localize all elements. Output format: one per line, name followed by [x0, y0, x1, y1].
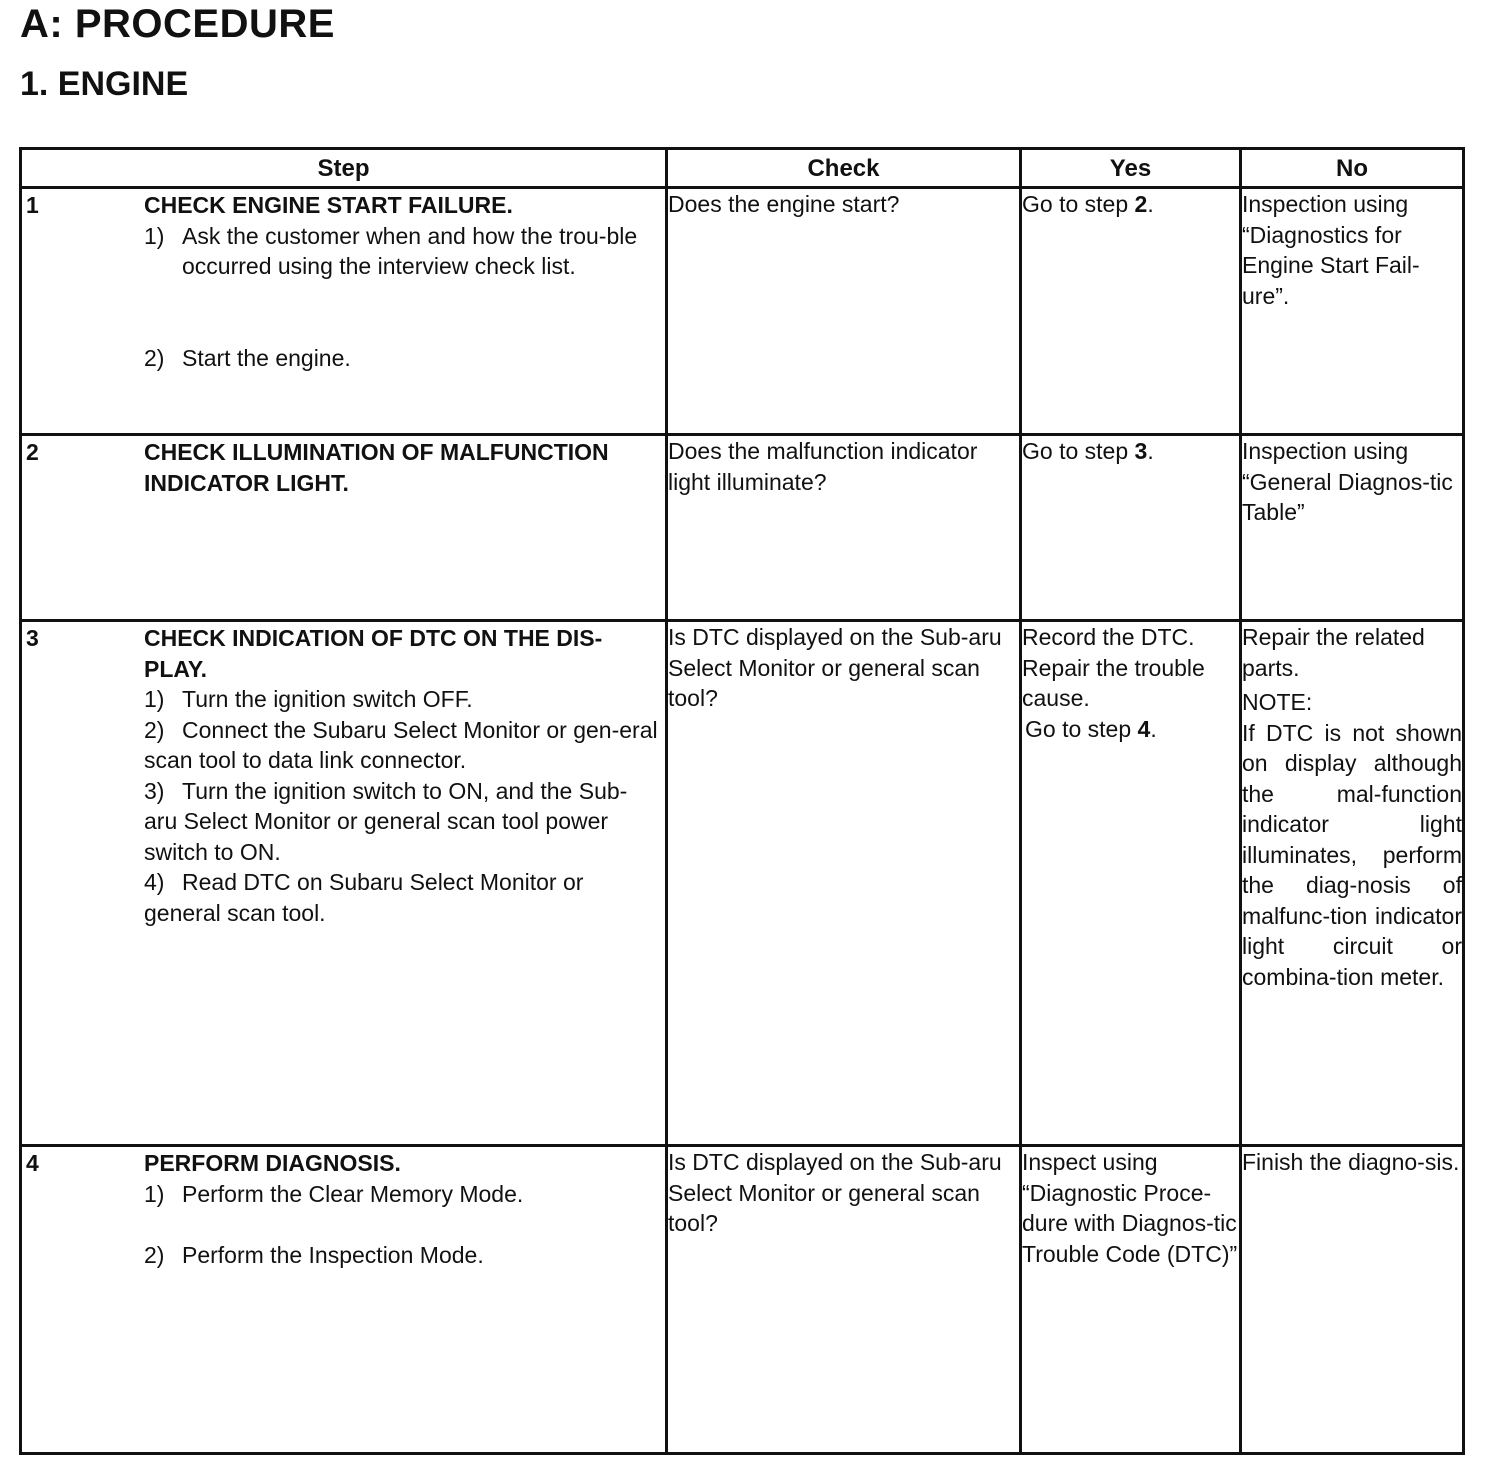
no-cell: Inspection using “Diagnostics for Engine Start Fail-ure”.: [1241, 188, 1464, 435]
substep: 1) Perform the Clear Memory Mode.: [144, 1180, 524, 1207]
substep: 1) Turn the ignition switch OFF.: [144, 686, 473, 712]
no-text: Repair the related parts.: [1242, 624, 1425, 681]
step-number: 1: [26, 192, 39, 218]
substep: 2) Start the engine.: [144, 344, 351, 371]
step-number: 4: [26, 1150, 39, 1176]
note-label: NOTE:: [1242, 689, 1313, 715]
check-cell: Does the engine start?: [667, 188, 1021, 435]
step-title: CHECK INDICATION OF DTC ON THE DIS-PLAY.: [144, 625, 603, 682]
table-row: [21, 621, 1464, 1146]
yes-cell: Record the DTC. Repair the trouble cause. Go to step 4.: [1021, 621, 1241, 1146]
column-header-step: Step: [21, 149, 667, 188]
check-cell: Is DTC displayed on the Sub-aru Select Monitor or general scan tool?: [667, 621, 1021, 1146]
step-title: CHECK ILLUMINATION OF MALFUNCTION INDICATOR LIGHT.: [144, 439, 609, 496]
section-heading: A: PROCEDURE: [20, 2, 335, 46]
yes-text: Record the DTC. Repair the trouble cause.: [1022, 624, 1205, 711]
no-cell: Finish the diagno-sis.: [1241, 1146, 1464, 1454]
column-header-check: Check: [667, 149, 1021, 188]
substep: 4) Read DTC on Subaru Select Monitor or general scan tool.: [144, 869, 584, 926]
step-title: CHECK ENGINE START FAILURE.: [144, 192, 513, 218]
check-cell: Is DTC displayed on the Sub-aru Select Monitor or general scan tool?: [667, 1146, 1021, 1454]
column-header-no: No: [1241, 149, 1464, 188]
table-header-row: [21, 149, 1464, 188]
substep: 1) Ask the customer when and how the trou-ble occurred using the interview check list.: [144, 222, 638, 279]
column-header-yes: Yes: [1021, 149, 1241, 188]
table-row: [21, 435, 1464, 621]
substep: 2) Connect the Subaru Select Monitor or gen-eral scan tool to data link connector.: [144, 716, 658, 773]
table-row: [21, 1146, 1464, 1454]
step-cell: [21, 188, 667, 435]
substep: 3) Turn the ignition switch to ON, and the Sub-aru Select Monitor or general scan tool power switch to ON.: [144, 777, 628, 865]
yes-cell: Go to step 2.: [1021, 188, 1241, 435]
step-title: PERFORM DIAGNOSIS.: [144, 1150, 401, 1176]
step-cell: [21, 621, 667, 1146]
step-number: 3: [26, 625, 39, 651]
check-cell: Does the malfunction indicator light illuminate?: [667, 435, 1021, 621]
no-cell: Inspection using “General Diagnos-tic Table”: [1241, 435, 1464, 621]
subsection-heading: 1. ENGINE: [20, 65, 189, 103]
step-number: 2: [26, 439, 39, 465]
yes-cell: Inspect using “Diagnostic Proce-dure with Diagnos-tic Trouble Code (DTC)”: [1021, 1146, 1241, 1454]
substep: 2) Perform the Inspection Mode.: [144, 1242, 484, 1268]
procedure-table: [19, 147, 1465, 1455]
yes-cell: Go to step 3.: [1021, 435, 1241, 621]
step-cell: [21, 435, 667, 621]
table-row: [21, 188, 1464, 435]
step-cell: [21, 1146, 667, 1454]
note-text: If DTC is not shown on display although the mal-function indicator light illuminates, perform the diag-nosis of malfunc-tion indicator light circuit or combina-tion meter.: [1242, 719, 1462, 990]
no-cell: [1241, 621, 1464, 1146]
